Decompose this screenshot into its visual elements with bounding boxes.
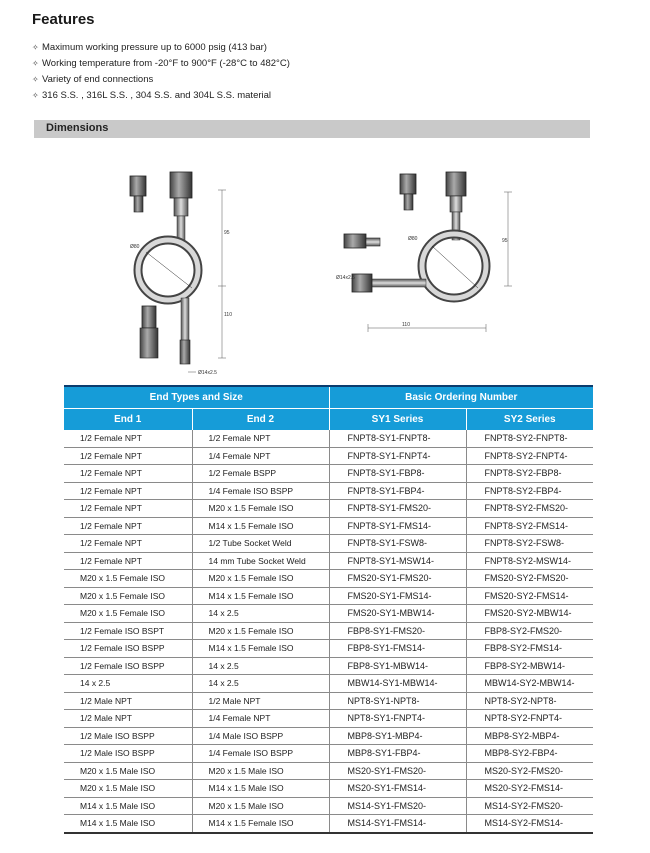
cell-end1: 1/2 Female ISO BSPT [64, 622, 192, 640]
cell-end1: 1/2 Male NPT [64, 710, 192, 728]
table-row [64, 727, 593, 745]
cell-sy1: FBP8-SY1-FMS14- [329, 640, 466, 658]
cell-end2: 1/2 Female BSPP [192, 465, 329, 483]
cell-sy2: MS20-SY2-FMS14- [466, 780, 593, 798]
cell-end1: M14 x 1.5 Male ISO [64, 797, 192, 815]
dimensions-section-bar [34, 120, 590, 138]
cell-end2: M20 x 1.5 Male ISO [192, 797, 329, 815]
cell-sy1: MS14-SY1-FMS14- [329, 815, 466, 833]
siphon-drawing-horizontal [330, 168, 530, 338]
cell-end1: 1/2 Female NPT [64, 465, 192, 483]
cell-end2: 1/4 Female ISO BSPP [192, 482, 329, 500]
cell-sy2: NPT8-SY2-FNPT4- [466, 710, 593, 728]
cell-end1: 1/2 Female NPT [64, 447, 192, 465]
features-heading: Features [32, 11, 95, 28]
cell-sy2: FNPT8-SY2-FMS14- [466, 517, 593, 535]
table-row [64, 692, 593, 710]
cell-end2: M20 x 1.5 Female ISO [192, 622, 329, 640]
cell-sy2: MS14-SY2-FMS14- [466, 815, 593, 833]
table-row [64, 710, 593, 728]
cell-sy2: FNPT8-SY2-FNPT8- [466, 430, 593, 447]
cell-end2: M20 x 1.5 Female ISO [192, 570, 329, 588]
cell-sy2: FNPT8-SY2-FMS20- [466, 500, 593, 518]
cell-sy1: FNPT8-SY1-FSW8- [329, 535, 466, 553]
cell-end2: M14 x 1.5 Female ISO [192, 517, 329, 535]
cell-sy1: MS20-SY1-FMS20- [329, 762, 466, 780]
cell-end1: M20 x 1.5 Female ISO [64, 605, 192, 623]
cell-sy2: FMS20-SY2-FMS20- [466, 570, 593, 588]
cell-end1: 1/2 Male ISO BSPP [64, 745, 192, 763]
cell-end2: 1/2 Tube Socket Weld [192, 535, 329, 553]
cell-sy2: MS14-SY2-FMS20- [466, 797, 593, 815]
cell-end1: M14 x 1.5 Male ISO [64, 815, 192, 833]
drawing1-tube-label: Ø14x2.5 [198, 370, 217, 376]
cell-end2: M14 x 1.5 Female ISO [192, 815, 329, 833]
cell-end2: 14 mm Tube Socket Weld [192, 552, 329, 570]
table-row [64, 780, 593, 798]
cell-sy2: FNPT8-SY2-MSW14- [466, 552, 593, 570]
cell-sy1: MBW14-SY1-MBW14- [329, 675, 466, 693]
cell-sy2: FBP8-SY2-MBW14- [466, 657, 593, 675]
cell-end2: M14 x 1.5 Male ISO [192, 780, 329, 798]
table-row [64, 587, 593, 605]
cell-end2: M20 x 1.5 Female ISO [192, 500, 329, 518]
cell-sy1: FMS20-SY1-FMS14- [329, 587, 466, 605]
table-row [64, 570, 593, 588]
cell-sy2: MS20-SY2-FMS20- [466, 762, 593, 780]
table-row [64, 552, 593, 570]
cell-sy2: FBP8-SY2-FMS20- [466, 622, 593, 640]
cell-sy1: FBP8-SY1-FMS20- [329, 622, 466, 640]
drawing2-tube-label: Ø14x2.5 [336, 275, 355, 281]
dimensions-heading: Dimensions [46, 122, 109, 134]
cell-sy1: FMS20-SY1-FMS20- [329, 570, 466, 588]
diamond-bullet-icon: ✧ [32, 59, 39, 68]
drawing2-dia-label: Ø80 [408, 236, 418, 242]
drawing1-length-label: 110 [224, 312, 232, 318]
cell-end1: 1/2 Male ISO BSPP [64, 727, 192, 745]
ordering-number-header: Basic Ordering Number [329, 386, 593, 409]
cell-sy1: FNPT8-SY1-FBP4- [329, 482, 466, 500]
ordering-table [64, 385, 593, 834]
table-column-header-row [64, 409, 593, 431]
cell-sy2: FNPT8-SY2-FBP4- [466, 482, 593, 500]
cell-end1: 1/2 Female NPT [64, 482, 192, 500]
cell-end2: 1/2 Male NPT [192, 692, 329, 710]
drawing1-height-label: 95 [224, 230, 230, 236]
cell-sy1: FNPT8-SY1-FBP8- [329, 465, 466, 483]
feature-item: ✧ Maximum working pressure up to 6000 psig (413 bar) [32, 40, 290, 56]
cell-end2: 14 x 2.5 [192, 605, 329, 623]
cell-sy1: MS20-SY1-FMS14- [329, 780, 466, 798]
cell-sy1: FNPT8-SY1-FNPT8- [329, 430, 466, 447]
table-row [64, 745, 593, 763]
drawing2-height-label: 95 [502, 238, 508, 244]
table-row [64, 535, 593, 553]
table-row [64, 797, 593, 815]
cell-end1: 1/2 Female NPT [64, 552, 192, 570]
cell-sy2: FNPT8-SY2-FBP8- [466, 465, 593, 483]
cell-end1: M20 x 1.5 Male ISO [64, 780, 192, 798]
table-group-header-row [64, 386, 593, 409]
table-row [64, 640, 593, 658]
cell-sy2: MBW14-SY2-MBW14- [466, 675, 593, 693]
table-row [64, 500, 593, 518]
table-row [64, 815, 593, 833]
cell-end2: 1/4 Female NPT [192, 710, 329, 728]
table-row [64, 517, 593, 535]
feature-item: ✧ Working temperature from -20°F to 900°F (-28°C to 482°C) [32, 56, 290, 72]
table-row [64, 447, 593, 465]
table-row [64, 622, 593, 640]
cell-sy1: FNPT8-SY1-FMS14- [329, 517, 466, 535]
cell-sy1: FBP8-SY1-MBW14- [329, 657, 466, 675]
cell-end1: 14 x 2.5 [64, 675, 192, 693]
cell-end2: 1/2 Female NPT [192, 430, 329, 447]
cell-sy2: NPT8-SY2-NPT8- [466, 692, 593, 710]
cell-sy1: FNPT8-SY1-FNPT4- [329, 447, 466, 465]
table-row [64, 762, 593, 780]
column-header-end1: End 1 [64, 409, 192, 431]
cell-sy1: MBP8-SY1-FBP4- [329, 745, 466, 763]
cell-end1: 1/2 Female NPT [64, 500, 192, 518]
cell-end1: 1/2 Female ISO BSPP [64, 640, 192, 658]
cell-end2: 1/4 Female NPT [192, 447, 329, 465]
cell-sy2: MBP8-SY2-MBP4- [466, 727, 593, 745]
siphon-drawing-vertical [118, 168, 258, 380]
column-header-end2: End 2 [192, 409, 329, 431]
cell-end1: M20 x 1.5 Female ISO [64, 570, 192, 588]
table-body [64, 430, 593, 833]
features-list [32, 40, 290, 104]
cell-sy1: FMS20-SY1-MBW14- [329, 605, 466, 623]
cell-sy1: FNPT8-SY1-MSW14- [329, 552, 466, 570]
cell-sy2: FMS20-SY2-FMS14- [466, 587, 593, 605]
cell-end1: 1/2 Female NPT [64, 517, 192, 535]
table-row [64, 465, 593, 483]
column-header-sy1: SY1 Series [329, 409, 466, 431]
cell-sy1: NPT8-SY1-NPT8- [329, 692, 466, 710]
column-header-sy2: SY2 Series [466, 409, 593, 431]
table-row [64, 482, 593, 500]
drawing2-length-label: 110 [402, 322, 410, 328]
table-row [64, 675, 593, 693]
diamond-bullet-icon: ✧ [32, 43, 39, 52]
cell-end1: 1/2 Female NPT [64, 535, 192, 553]
table-row [64, 657, 593, 675]
cell-sy1: FNPT8-SY1-FMS20- [329, 500, 466, 518]
cell-sy2: FNPT8-SY2-FSW8- [466, 535, 593, 553]
cell-end2: M14 x 1.5 Female ISO [192, 587, 329, 605]
cell-end1: 1/2 Female ISO BSPP [64, 657, 192, 675]
cell-end2: 1/4 Male ISO BSPP [192, 727, 329, 745]
cell-sy2: MBP8-SY2-FBP4- [466, 745, 593, 763]
cell-end1: 1/2 Male NPT [64, 692, 192, 710]
cell-end2: M14 x 1.5 Female ISO [192, 640, 329, 658]
table-row [64, 430, 593, 447]
cell-sy2: FBP8-SY2-FMS14- [466, 640, 593, 658]
feature-item: ✧ Variety of end connections [32, 72, 290, 88]
feature-item: ✧ 316 S.S. , 316L S.S. , 304 S.S. and 304L S.S. material [32, 88, 290, 104]
table-row [64, 605, 593, 623]
cell-end1: M20 x 1.5 Female ISO [64, 587, 192, 605]
cell-sy1: NPT8-SY1-FNPT4- [329, 710, 466, 728]
end-types-header: End Types and Size [64, 386, 329, 409]
cell-end2: 14 x 2.5 [192, 657, 329, 675]
cell-end2: 14 x 2.5 [192, 675, 329, 693]
diamond-bullet-icon: ✧ [32, 75, 39, 84]
diamond-bullet-icon: ✧ [32, 91, 39, 100]
drawing1-dia-label: Ø80 [130, 244, 140, 250]
cell-sy1: MS14-SY1-FMS20- [329, 797, 466, 815]
cell-sy2: FMS20-SY2-MBW14- [466, 605, 593, 623]
cell-end2: 1/4 Female ISO BSPP [192, 745, 329, 763]
cell-sy1: MBP8-SY1-MBP4- [329, 727, 466, 745]
cell-end2: M20 x 1.5 Male ISO [192, 762, 329, 780]
cell-sy2: FNPT8-SY2-FNPT4- [466, 447, 593, 465]
cell-end1: M20 x 1.5 Male ISO [64, 762, 192, 780]
cell-end1: 1/2 Female NPT [64, 430, 192, 447]
